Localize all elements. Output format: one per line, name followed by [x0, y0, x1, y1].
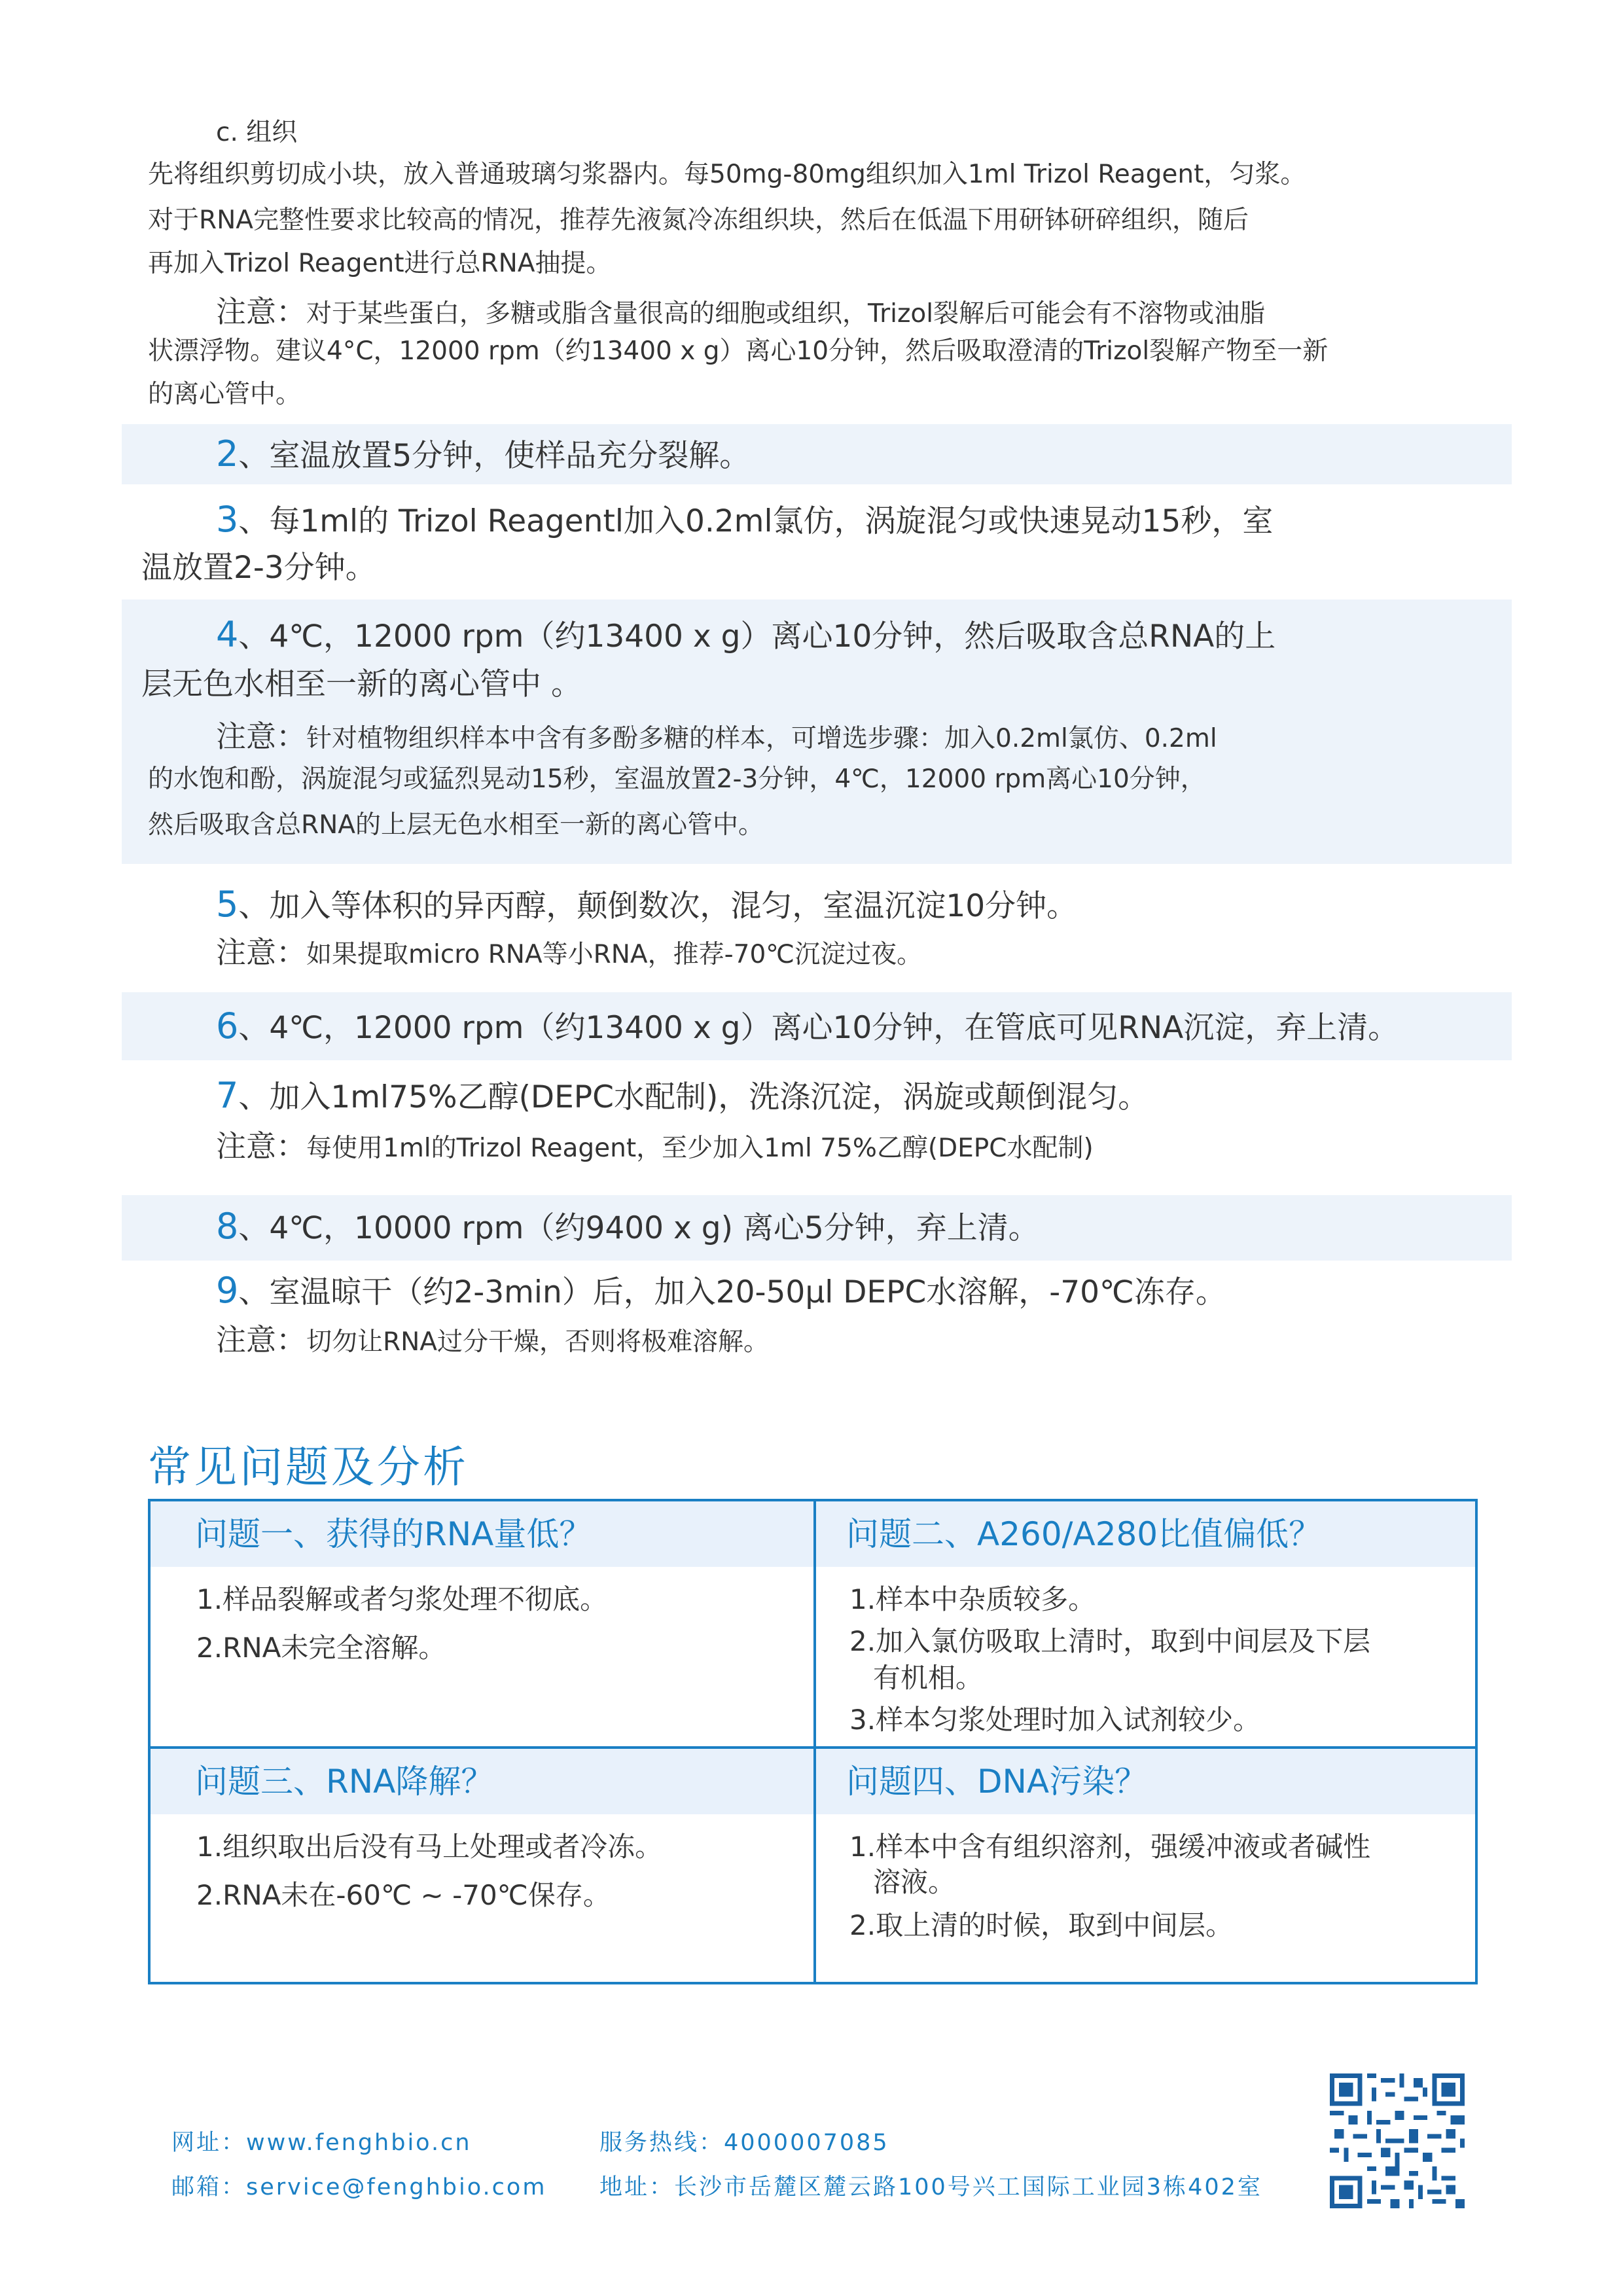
faq-title: 常见问题及分析	[148, 1442, 469, 1492]
step-number: 7	[216, 1075, 239, 1116]
step-number: 3	[216, 499, 239, 540]
tissue-note-line-3: 的离心管中。	[148, 380, 302, 409]
step-7-note	[216, 1126, 1094, 1169]
q3-item-2: 2.RNA未在-60℃ ~ -70℃保存。	[196, 1879, 611, 1911]
tissue-note	[216, 291, 1265, 334]
q1-header: 问题一、获得的RNA量低？	[151, 1501, 813, 1567]
qr-code-icon	[1330, 2073, 1465, 2208]
step-3	[216, 495, 1273, 547]
step-4-cont: 层无色水相至一新的离心管中 。	[141, 666, 582, 702]
step-8	[216, 1202, 1039, 1253]
q2-item-3: 3.样本匀浆处理时加入试剂较少。	[849, 1704, 1261, 1736]
note-text: 针对植物组织样本中含有多酚多糖的样本，可增选步骤：加入0.2ml氯仿、0.2ml	[306, 724, 1217, 753]
note-label: 注意：	[216, 1322, 306, 1357]
note-text: 切勿让RNA过分干燥，否则将极难溶解。	[306, 1327, 769, 1357]
table-divider-vertical	[813, 1501, 816, 1982]
step-4	[216, 610, 1275, 662]
note-label: 注意：	[216, 294, 306, 329]
q4-item-1-cont: 溶液。	[873, 1866, 956, 1898]
step-text: 、4℃，12000 rpm（约13400 x g）离心10分钟，然后吸取含总RNA的上	[238, 619, 1276, 655]
q2-item-2: 2.加入氯仿吸取上清时，取到中间层及下层	[849, 1625, 1371, 1657]
step-7	[216, 1071, 1149, 1122]
step-9-note	[216, 1319, 769, 1363]
step-5-note	[216, 932, 922, 975]
note-label: 注意：	[216, 1128, 306, 1164]
note-label: 注意：	[216, 935, 306, 970]
step-number: 2	[216, 433, 239, 475]
step-9	[216, 1266, 1226, 1318]
step-text: 、加入等体积的异丙醇，颠倒数次，混匀，室温沉淀10分钟。	[238, 888, 1078, 924]
q4-header: 问题四、DNA污染？	[816, 1749, 1475, 1814]
step-text: 、室温放置5分钟，使样品充分裂解。	[238, 438, 751, 474]
note-text: 如果提取micro RNA等小RNA，推荐-70℃沉淀过夜。	[306, 940, 923, 969]
step-number: 9	[216, 1270, 239, 1311]
q1-item-2: 2.RNA未完全溶解。	[196, 1632, 446, 1664]
step-number: 6	[216, 1005, 239, 1047]
tissue-line-1: 先将组织剪切成小块，放入普通玻璃匀浆器内。每50mg-80mg组织加入1ml Trizol Reagent，匀浆。	[148, 160, 1306, 189]
step-4-note	[216, 716, 1217, 759]
tissue-line-3: 再加入Trizol Reagent进行总RNA抽提。	[148, 249, 612, 278]
faq-table	[148, 1499, 1478, 1984]
step-text: 、4℃，10000 rpm（约9400 x g) 离心5分钟，弃上清。	[238, 1210, 1039, 1246]
q2-header: 问题二、A260/A280比值偏低？	[816, 1501, 1475, 1567]
tissue-line-2: 对于RNA完整性要求比较高的情况，推荐先液氮冷冻组织块，然后在低温下用研钵研碎组织，随后	[148, 206, 1249, 235]
note-label: 注意：	[216, 719, 306, 754]
step-number: 5	[216, 884, 239, 925]
footer-website[interactable]: 网址：www.fenghbio.cn	[171, 2130, 472, 2156]
tissue-note-line-2: 状漂浮物。建议4°C，12000 rpm（约13400 x g）离心10分钟，然后吸取澄清的Trizol裂解产物至一新	[148, 336, 1329, 366]
step-4-note-line-2: 的水饱和酚，涡旋混匀或猛烈晃动15秒，室温放置2-3分钟，4℃，12000 rpm离心10分钟，	[148, 764, 1206, 794]
footer-hotline: 服务热线：4000007085	[599, 2130, 889, 2156]
step-number: 4	[216, 614, 239, 655]
q2-item-2-cont: 有机相。	[873, 1662, 984, 1694]
note-text: 对于某些蛋白，多糖或脂含量很高的细胞或组织，Trizol裂解后可能会有不溶物或油脂	[306, 299, 1266, 329]
note-text: 每使用1ml的Trizol Reagent，至少加入1ml 75%乙醇(DEPC水配制)	[306, 1134, 1094, 1163]
q3-header: 问题三、RNA降解？	[151, 1749, 813, 1814]
q4-item-1: 1.样本中含有组织溶剂，强缓冲液或者碱性	[849, 1831, 1371, 1863]
step-text: 、室温晾干（约2-3min）后，加入20-50μl DEPC水溶解，-70℃冻存。	[238, 1274, 1226, 1310]
step-text: 、加入1ml75%乙醇(DEPC水配制)，洗涤沉淀，涡旋或颠倒混匀。	[238, 1079, 1149, 1115]
step-text: 、每1ml的 Trizol Reagentl加入0.2ml氯仿，涡旋混匀或快速晃动15秒，室	[238, 503, 1274, 539]
q4-item-2: 2.取上清的时候，取到中间层。	[849, 1909, 1234, 1941]
step-4-note-line-3: 然后吸取含总RNA的上层无色水相至一新的离心管中。	[148, 810, 764, 840]
step-6	[216, 1001, 1399, 1053]
step-2	[216, 429, 750, 481]
step-5	[216, 880, 1077, 931]
q3-item-1: 1.组织取出后没有马上处理或者冷冻。	[196, 1831, 663, 1863]
q1-item-1: 1.样品裂解或者匀浆处理不彻底。	[196, 1583, 608, 1615]
q2-item-1: 1.样本中杂质较多。	[849, 1583, 1096, 1615]
tissue-label: c. 组织	[216, 118, 298, 147]
step-3-cont: 温放置2-3分钟。	[141, 550, 376, 586]
footer-address: 地址：长沙市岳麓区麓云路100号兴工国际工业园3栋402室	[599, 2174, 1262, 2200]
step-number: 8	[216, 1206, 239, 1247]
step-text: 、4℃，12000 rpm（约13400 x g）离心10分钟，在管底可见RNA沉淀，弃上清。	[238, 1010, 1399, 1046]
footer-email[interactable]: 邮箱：service@fenghbio.com	[171, 2174, 547, 2200]
